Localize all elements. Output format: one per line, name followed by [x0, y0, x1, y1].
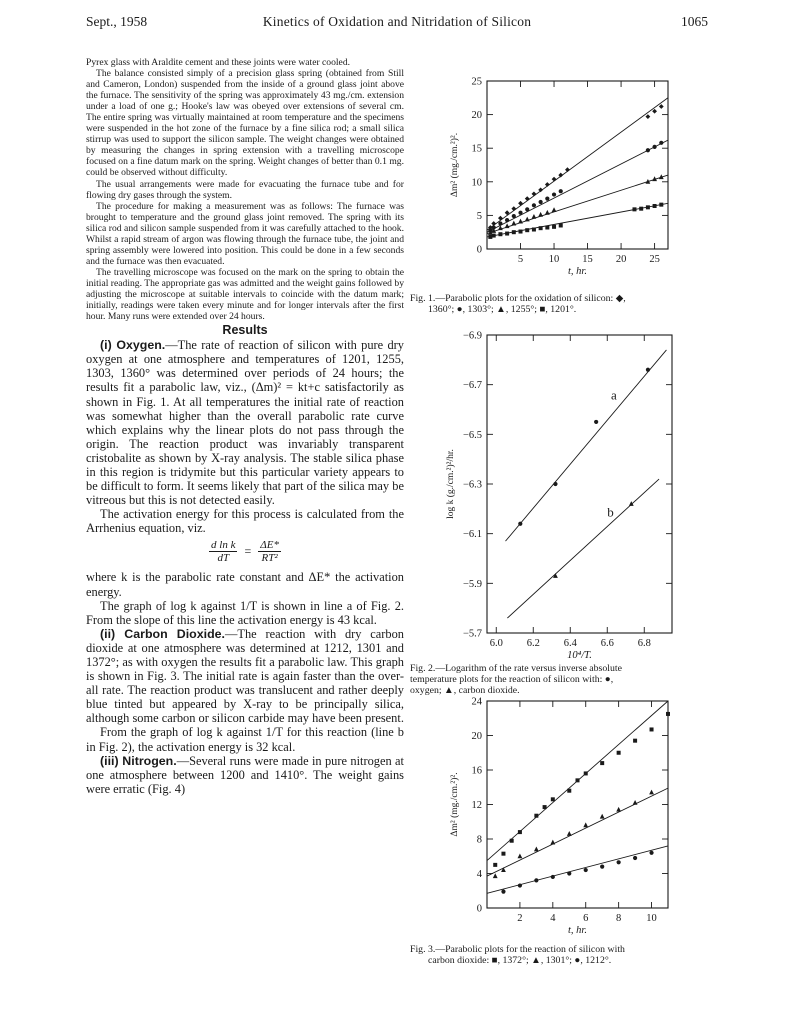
- data-point: [583, 822, 588, 827]
- data-point: [501, 867, 506, 872]
- data-point: [532, 228, 536, 232]
- data-point: [649, 790, 654, 795]
- page-header: [86, 14, 708, 36]
- figure-1-caption: [410, 293, 692, 315]
- line-label: a: [610, 387, 617, 403]
- equation-right-denominator: RT²: [261, 552, 278, 565]
- series-1301: [487, 788, 668, 878]
- arrhenius-equation: [86, 539, 404, 564]
- data-point: [616, 807, 621, 812]
- figure-3-caption-line-1: Fig. 3.—Parabolic plots for the reaction of silicon with: [410, 944, 625, 955]
- x-tick-label: 6.6: [600, 638, 614, 649]
- y-axis-label: Δm² (mg./cm.²)².: [450, 132, 460, 198]
- figure-2-caption: [410, 663, 692, 697]
- equation-equals: =: [244, 544, 252, 559]
- data-point: [558, 173, 563, 178]
- data-point: [617, 860, 621, 864]
- paragraph-procedure: The procedure for making a measurement was as follows: The furnace was brought to temperature and the ground glass joint removed. The spring with its silica rod and silicon sample suspended from it was carefully attached to the hook. Whilst a rapid stream of argon was flowing through the furnace tube, the joint and spring assembly were lowered into position. This could be done in a few seconds and the furnace was then evacuated.: [86, 200, 404, 267]
- x-tick-label: 6.2: [526, 638, 540, 649]
- data-point: [534, 814, 538, 818]
- y-tick-label: 8: [476, 834, 482, 846]
- data-point: [505, 232, 509, 236]
- data-point: [518, 219, 523, 224]
- data-point: [512, 230, 516, 234]
- data-point: [659, 141, 663, 145]
- series-1212: [487, 846, 668, 894]
- x-tick-label: 8: [616, 913, 622, 924]
- data-point: [525, 228, 529, 232]
- data-point: [538, 212, 543, 217]
- y-tick-label: 4: [476, 869, 482, 880]
- data-point: [518, 522, 522, 526]
- y-tick-label: 16: [471, 765, 482, 777]
- equation-right-numerator: ΔE*: [260, 539, 279, 552]
- data-point: [510, 839, 514, 843]
- y-tick-label: 20: [471, 110, 482, 122]
- data-point: [525, 207, 529, 211]
- series-1255: [487, 174, 668, 235]
- data-point: [518, 853, 523, 858]
- y-tick-label: 15: [471, 143, 482, 155]
- data-point: [659, 203, 663, 207]
- oxygen-text: —The rate of reaction of silicon with pure dry oxygen at one atmosphere and temperatures of 1201, 1255, 1303, 1360° was determined over periods of 24 hours; the results fit a parabolic law, viz., (Δm)² = kt+c satisfactorily as shown in Fig. 1. At all temperatures the initial rate of reaction was somewhat higher than the overall parabolic rate curve which explains why the linear plots do not pass through the origin. The reaction product was invariably transparent cristobalite as shown by X-ray analysis. The stable silica phase in this region is tridymite but this particular variety appears to be difficult to form. It seems likely that part of the silica may be vitreous but this is not detected easily.: [86, 338, 404, 508]
- data-point: [534, 878, 538, 882]
- data-point: [646, 148, 650, 152]
- data-point: [666, 712, 670, 716]
- data-point: [553, 482, 557, 486]
- fit-line: [507, 479, 659, 618]
- x-axis-label: 10⁴/T.: [567, 650, 592, 661]
- equation-left-numerator: d ln k: [211, 539, 236, 552]
- data-point: [600, 865, 604, 869]
- y-tick-label: −6.3: [462, 479, 482, 491]
- line-label: b: [607, 504, 614, 520]
- equation-right-fraction: [258, 539, 281, 564]
- x-tick-label: 2: [517, 913, 523, 924]
- paragraph-balance: The balance consisted simply of a precision glass spring (obtained from Still and Cameron, London) suspended from the inside of a ground glass joint above the furnace. The sensitivity of the spring was approximately 43 mg./cm. extension under a load of one g.; Hooke's law was obeyed over extensions of several cm. The entire spring was virtually maintained at room temperature and the specimens were suspended in the hot zone of the furnace by a fine silica rod; a small silica stirrup was used to support the silicon sample. The weight changes were obtained by measuring the changes in spring extension with a travelling microscope focused on a fine datum mark on the spring. Weight changes of better than 0.1 mg. could be observed without difficulty.: [86, 68, 404, 179]
- n2-text: —Several runs were made in pure nitrogen at one atmosphere between 1200 and 1410°. The weight gains were erratic (Fig. 4): [86, 753, 404, 796]
- x-tick-label: 4: [550, 913, 556, 924]
- plot-frame: [487, 701, 668, 908]
- data-point: [584, 771, 588, 775]
- data-point: [534, 847, 539, 852]
- data-point: [532, 214, 537, 219]
- x-tick-label: 25: [649, 254, 660, 265]
- fit-line: [487, 140, 668, 232]
- data-point: [559, 189, 563, 193]
- x-axis-label: t, hr.: [568, 266, 587, 277]
- data-point: [567, 831, 572, 836]
- data-point: [511, 221, 516, 226]
- data-point: [498, 221, 502, 225]
- data-point: [501, 890, 505, 894]
- data-point: [539, 226, 543, 230]
- data-point: [525, 217, 530, 222]
- data-point: [519, 230, 523, 234]
- data-point: [646, 205, 650, 209]
- paragraph-graph-log-k: The graph of log k against 1/T is shown in line a of Fig. 2. From the slope of this line the activation energy is 43 kcal.: [86, 598, 404, 627]
- figure-1: [440, 76, 680, 282]
- data-point: [645, 114, 650, 119]
- data-point: [552, 192, 556, 196]
- figure-3-chart: [440, 696, 680, 944]
- data-point: [545, 210, 550, 215]
- data-point: [567, 871, 571, 875]
- data-point: [501, 852, 505, 856]
- x-tick-label: 6.4: [563, 638, 577, 649]
- data-point: [518, 883, 522, 887]
- data-point: [650, 727, 654, 731]
- n2-label: (iii) Nitrogen.: [100, 753, 177, 768]
- data-point: [633, 800, 638, 805]
- data-point: [552, 225, 556, 229]
- data-point: [545, 182, 550, 187]
- paragraph-evacuation: The usual arrangements were made for evacuating the furnace tube and for flowing dry gases through the system.: [86, 178, 404, 201]
- data-point: [565, 167, 570, 172]
- x-tick-label: 20: [615, 254, 627, 265]
- co2-label: (ii) Carbon Dioxide.: [100, 626, 225, 641]
- data-point: [498, 216, 503, 221]
- data-point: [543, 805, 547, 809]
- data-point: [491, 221, 496, 226]
- y-tick-label: −6.7: [462, 380, 482, 392]
- x-tick-label: 5: [517, 254, 524, 265]
- data-point: [538, 187, 543, 192]
- data-point: [525, 196, 530, 201]
- header-title: Kinetics of Oxidation and Nitridation of Silicon: [262, 14, 532, 29]
- x-tick-label: 10: [548, 254, 560, 265]
- y-tick-label: 25: [471, 76, 482, 88]
- data-point: [505, 218, 509, 222]
- y-tick-label: −6.5: [462, 429, 482, 441]
- data-point: [600, 761, 604, 765]
- data-point: [551, 875, 555, 879]
- data-point: [659, 104, 664, 109]
- data-point: [600, 814, 605, 819]
- y-tick-label: −5.9: [462, 578, 482, 590]
- data-point: [492, 234, 496, 238]
- x-tick-label: 6.8: [637, 638, 651, 649]
- y-tick-label: −6.9: [462, 330, 482, 342]
- data-point: [639, 207, 643, 211]
- data-point: [550, 840, 555, 845]
- data-point: [552, 177, 557, 182]
- y-tick-label: 24: [471, 696, 482, 708]
- y-tick-label: 20: [471, 731, 482, 742]
- figure-1-chart: [440, 76, 680, 282]
- y-axis-label: Δm² (mg./cm.²)².: [450, 772, 460, 837]
- x-tick-label: 15: [582, 254, 593, 265]
- data-point: [617, 751, 621, 755]
- data-point: [652, 109, 657, 114]
- fit-line: [487, 788, 668, 876]
- data-point: [649, 851, 653, 855]
- left-column: [86, 57, 404, 796]
- data-point: [559, 223, 563, 227]
- data-point: [646, 368, 650, 372]
- paragraph-where: where k is the parabolic rate constant and ΔE* the activation energy.: [86, 570, 404, 599]
- x-tick-label: 6.0: [489, 638, 503, 649]
- oxygen-label: (i) Oxygen.: [100, 338, 166, 353]
- data-point: [633, 739, 637, 743]
- plot-frame: [487, 335, 672, 633]
- data-point: [552, 207, 557, 212]
- data-point: [493, 873, 498, 878]
- data-point: [653, 204, 657, 208]
- series-1303: [487, 140, 668, 232]
- paragraph-oxygen: [86, 338, 404, 507]
- equation-left-denominator: dT: [217, 552, 230, 565]
- data-point: [532, 191, 537, 196]
- data-point: [493, 863, 497, 867]
- data-point: [539, 200, 543, 204]
- x-tick-label: 6: [583, 913, 589, 924]
- data-point: [594, 420, 598, 424]
- figure-3-caption-line-2: carbon dioxide: ■, 1372°; ▲, 1301°; ●, 1212°.: [428, 955, 612, 967]
- fit-line: [506, 350, 667, 541]
- x-tick-label: 10: [646, 913, 657, 924]
- fit-line: [487, 846, 668, 893]
- figure-3-caption: [410, 944, 692, 966]
- x-axis-label: t, hr.: [568, 925, 587, 936]
- data-point: [545, 225, 549, 229]
- data-point: [633, 856, 637, 860]
- data-point: [652, 145, 656, 149]
- data-point: [498, 232, 502, 236]
- data-point: [567, 789, 571, 793]
- data-point: [511, 206, 516, 211]
- paragraph-carbon-dioxide: [86, 627, 404, 726]
- paragraph-apparatus-joints: Pyrex glass with Araldite cement and these joints were water cooled.: [86, 57, 351, 68]
- data-point: [584, 868, 588, 872]
- figure-2-caption-line-2: temperature plots for the reaction of silicon with: ●,: [410, 674, 614, 686]
- paragraph-co2-activation: From the graph of log k against 1/T for this reaction (line b in Fig. 2), the activation energy is 32 kcal.: [86, 725, 404, 754]
- figure-1-caption-line-2: 1360°; ●, 1303°; ▲, 1255°; ■, 1201°.: [428, 304, 577, 316]
- figure-2-caption-line-3: oxygen; ▲, carbon dioxide.: [410, 685, 520, 697]
- figure-2-chart: [440, 326, 700, 661]
- series-b: [507, 479, 659, 618]
- y-tick-label: 12: [471, 800, 482, 811]
- co2-text: —The reaction with dry carbon dioxide at one atmosphere was determined at 1212, 1301 and 1372°; as with oxygen the results fit a parabolic law. This graph is shown in Fig. 3. The initial rate is again faster than the over-all rate. The reaction product was translucent and rather deeply blue tinted but appeared by X-ray to be principally silica, although some carbon or silicon carbide may have been present.: [86, 626, 405, 726]
- data-point: [632, 207, 636, 211]
- data-point: [532, 203, 536, 207]
- y-tick-label: −5.7: [462, 628, 482, 640]
- data-point: [505, 223, 510, 228]
- data-point: [518, 211, 522, 215]
- header-page-number: 1065: [681, 14, 708, 29]
- y-tick-label: 5: [476, 210, 482, 222]
- paragraph-microscope: The travelling microscope was focused on the mark on the spring to obtain the initial reading. The appropriate gas was admitted and the weight gains followed by adjusting the microscope at suitable intervals to coincide with the datum mark; initially, readings were taken every minute and for longer intervals after the first hour. Many runs were extended over 24 hours.: [86, 266, 404, 323]
- data-point: [545, 197, 549, 201]
- y-tick-label: 0: [476, 903, 482, 915]
- data-point: [551, 797, 555, 801]
- results-heading: Results: [222, 323, 268, 338]
- paragraph-activation: The activation energy for this process is calculated from the Arrhenius equation, viz.: [86, 507, 404, 536]
- series-1372: [487, 701, 670, 867]
- figure-2-caption-line-1: Fig. 2.—Logarithm of the rate versus inverse absolute: [410, 663, 622, 674]
- y-tick-label: 10: [471, 177, 482, 189]
- equation-left-fraction: [209, 539, 237, 564]
- y-tick-label: −6.1: [462, 529, 482, 541]
- data-point: [576, 778, 580, 782]
- figure-3: [440, 696, 680, 944]
- figure-1-caption-line-1: Fig. 1.—Parabolic plots for the oxidation of silicon: ◆,: [410, 293, 626, 304]
- data-point: [518, 830, 522, 834]
- header-date: Sept., 1958: [86, 14, 148, 29]
- figure-2: [440, 326, 700, 661]
- series-a: [506, 350, 667, 541]
- data-point: [512, 214, 516, 218]
- y-tick-label: 0: [476, 244, 482, 256]
- paragraph-nitrogen: [86, 754, 404, 796]
- y-axis-label: log k (g./cm.²)²/hr.: [446, 449, 456, 519]
